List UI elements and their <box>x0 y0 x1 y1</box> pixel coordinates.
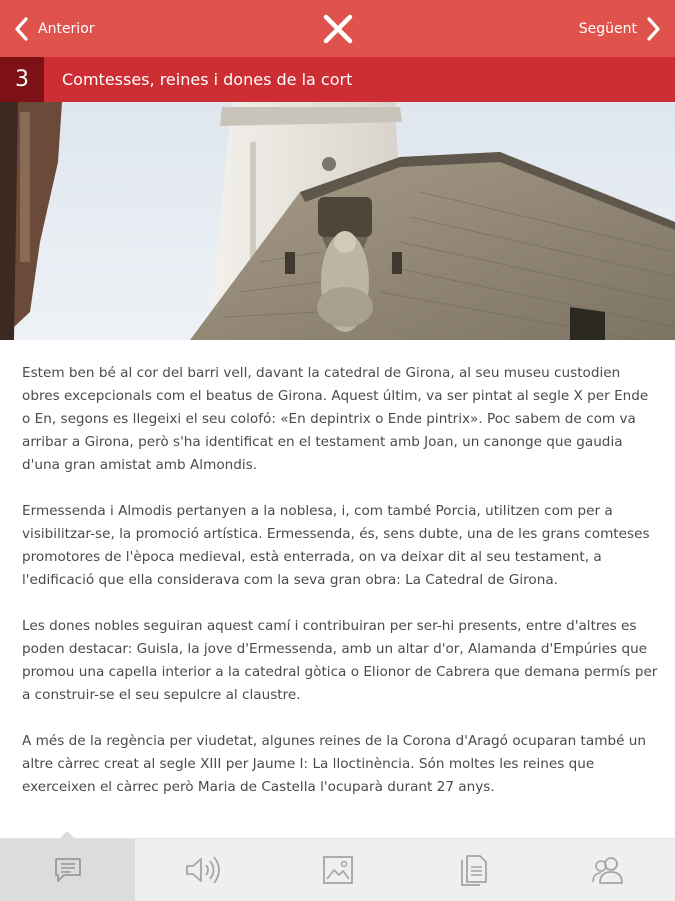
paragraph: A més de la regència per viudetat, algunes reines de la Corona d'Aragó ocuparan també un altre càrrec creat al segle XIII per Jaume I: La lloctinència. Són moltes les reines que exerceixen el càrrec però Maria de Castella l'ocuparà durant 27 anys. <box>22 733 646 795</box>
active-tab-pointer <box>60 831 74 838</box>
chevron-left-icon <box>14 17 28 41</box>
paragraph: Les dones nobles seguiran aquest camí i contribuiran per ser-hi presents, entre d'altres es poden destacar: Guisla, la jove d'Ermessenda, amb un altar d'or, Alamanda d'Empúries que promou una capella interior a la catedral gòtica o Elionor de Cabrera que demana permís per a construir-se el seu sepulcre al claustre. <box>22 618 658 703</box>
chevron-right-icon <box>647 17 661 41</box>
paragraph: Ermessenda i Almodis pertanyen a la noblesa, i, com també Porcia, utilitzen com per a visibilitzar-se, la promoció artística. Ermessenda, és, sens dubte, una de les grans comteses promotores de l'època medieval, està enterrada, on va deixar dit al seu testament, a l'edificació que ella considerava com la seva gran obra: La Catedral de Girona. <box>22 503 650 588</box>
next-label: Següent <box>578 20 637 37</box>
speaker-icon <box>184 855 222 885</box>
close-button[interactable] <box>321 12 355 46</box>
tab-people[interactable] <box>540 839 675 901</box>
chapter-title-bar <box>0 57 675 102</box>
image-icon <box>322 855 354 885</box>
tab-audio[interactable] <box>135 839 270 901</box>
tab-documents[interactable] <box>405 839 540 901</box>
tab-images[interactable] <box>270 839 405 901</box>
people-icon <box>591 855 625 885</box>
text-bubble-icon <box>53 856 83 884</box>
tab-text[interactable] <box>0 839 135 901</box>
close-icon <box>321 12 355 46</box>
cathedral-photo <box>0 102 675 340</box>
previous-label: Anterior <box>38 20 95 37</box>
previous-button[interactable] <box>14 0 95 57</box>
bottom-tab-bar <box>0 838 675 901</box>
next-button[interactable] <box>579 0 661 57</box>
chapter-number: 3 <box>0 57 44 102</box>
document-icon <box>458 854 488 886</box>
paragraph: Estem ben bé al cor del barri vell, davant la catedral de Girona, al seu museu custodien obres excepcionals com el beatus de Girona. Aquest últim, va ser pintat al segle X per Ende o En, segons es llegeixi el seu colofó: «En depintrix o Ende pintrix». Poc sabem de com va arribar a Girona, però s'ha identificat en el testament amb Joan, un canonge que gaudia d'una gran amistat amb Almondis. <box>22 365 649 473</box>
top-nav-bar <box>0 0 675 57</box>
hero-image <box>0 102 675 340</box>
article-body <box>22 362 658 822</box>
chapter-title: Comtesses, reines i dones de la cort <box>62 70 353 89</box>
